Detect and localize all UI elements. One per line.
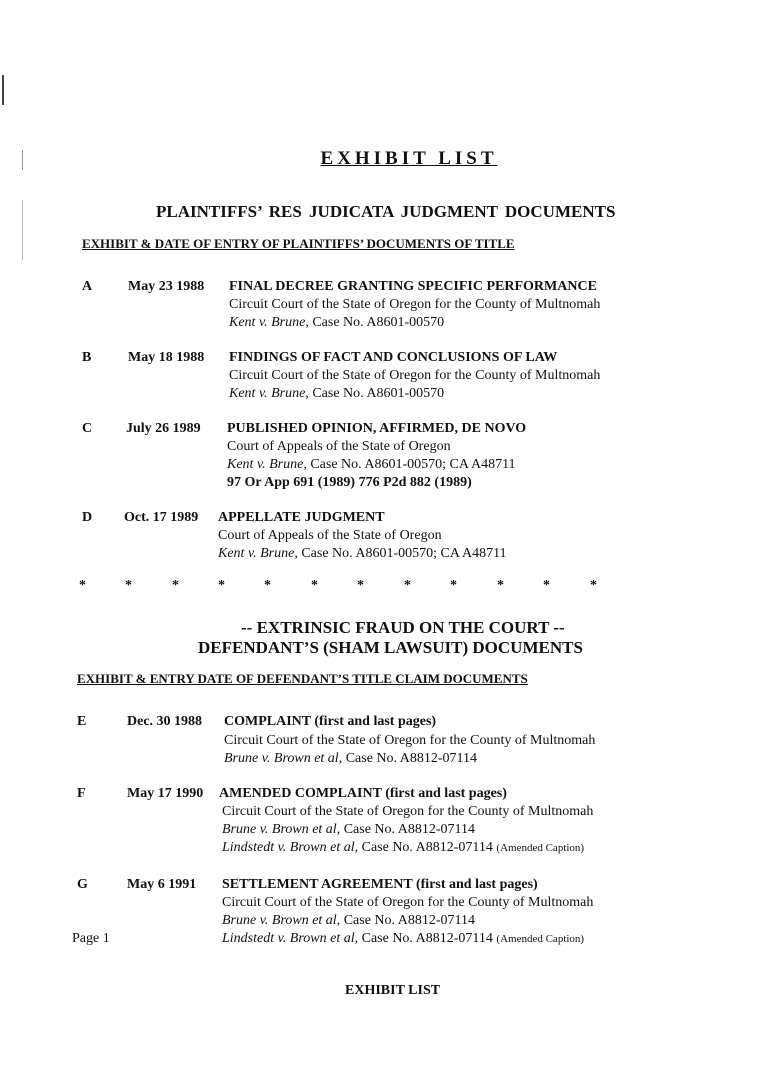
- exhibit-court: Circuit Court of the State of Oregon for the County of Multnomah: [222, 895, 594, 910]
- exhibit-citation: 97 Or App 691 (1989) 776 P2d 882 (1989): [227, 475, 472, 490]
- exhibit-court: Court of Appeals of the State of Oregon: [218, 528, 442, 543]
- exhibit-date: May 17 1990: [127, 786, 204, 801]
- case-name: Kent v. Brune: [218, 546, 295, 561]
- footer-running-title: EXHIBIT LIST: [345, 983, 441, 998]
- exhibit-title: PUBLISHED OPINION, AFFIRMED, DE NOVO: [227, 421, 527, 436]
- exhibit-title: AMENDED COMPLAINT (first and last pages): [219, 786, 507, 801]
- case-number: , Case No. A8812-07114: [338, 751, 478, 766]
- exhibit-letter: D: [82, 510, 93, 525]
- case-number: , Case No. A8601-00570; CA A48711: [303, 457, 516, 472]
- exhibit-date: May 6 1991: [127, 877, 197, 892]
- case-name: Brune v. Brown et al,: [222, 822, 341, 837]
- section2-heading-line1: -- EXTRINSIC FRAUD ON THE COURT --: [241, 618, 565, 637]
- case-name: Brune v. Brown et al: [224, 751, 339, 766]
- exhibit-court: Circuit Court of the State of Oregon for the County of Multnomah: [229, 297, 601, 312]
- case-name: Kent v. Brune: [229, 315, 306, 330]
- case-name: Lindstedt v. Brown et al: [222, 840, 355, 855]
- exhibit-date: Dec. 30 1988: [127, 714, 203, 729]
- separator-star: *: [450, 578, 457, 593]
- exhibit-date: May 18 1988: [128, 350, 205, 365]
- exhibit-case: [224, 751, 477, 767]
- section2-subheading: EXHIBIT & ENTRY DATE OF DEFENDANT’S TITLE CLAIM DOCUMENTS: [77, 671, 528, 686]
- page-number: Page 1: [72, 931, 110, 946]
- exhibit-letter: F: [77, 786, 86, 801]
- case-name: Kent v. Brune: [229, 386, 306, 401]
- separator-star: *: [543, 578, 550, 593]
- exhibit-title: FINDINGS OF FACT AND CONCLUSIONS OF LAW: [229, 350, 558, 365]
- exhibit-alt-case: [222, 931, 584, 947]
- exhibit-court: Court of Appeals of the State of Oregon: [227, 439, 451, 454]
- case-name: Brune v. Brown et al,: [222, 913, 341, 928]
- separator-star: *: [264, 578, 271, 593]
- exhibit-title: COMPLAINT (first and last pages): [224, 714, 437, 729]
- exhibit-case: [229, 386, 444, 402]
- separator-star: *: [79, 578, 86, 593]
- exhibit-case: [227, 457, 516, 473]
- exhibit-court: Circuit Court of the State of Oregon for the County of Multnomah: [222, 804, 594, 819]
- case-name: Kent v. Brune: [227, 457, 304, 472]
- separator-star: *: [404, 578, 411, 593]
- case-name: Lindstedt v. Brown et al: [222, 931, 355, 946]
- case-number: Case No. A8812-07114: [340, 913, 476, 928]
- exhibit-alt-case: [222, 840, 584, 856]
- amended-caption-note: (Amended Caption): [496, 842, 585, 854]
- exhibit-case: [229, 315, 444, 331]
- case-number: , Case No. A8601-00570: [305, 315, 445, 330]
- exhibit-date: July 26 1989: [126, 421, 201, 436]
- exhibit-letter: C: [82, 421, 93, 436]
- separator-star: *: [218, 578, 225, 593]
- case-number: , Case No. A8812-07114: [354, 931, 497, 946]
- case-number: , Case No. A8601-00570; CA A48711: [294, 546, 507, 561]
- separator-star: *: [125, 578, 132, 593]
- exhibit-court: Circuit Court of the State of Oregon for the County of Multnomah: [229, 368, 601, 383]
- document-title: EXHIBIT LIST: [320, 148, 498, 169]
- case-number: , Case No. A8601-00570: [305, 386, 445, 401]
- separator-star: *: [311, 578, 318, 593]
- exhibit-title: FINAL DECREE GRANTING SPECIFIC PERFORMANCE: [229, 279, 597, 294]
- exhibit-letter: G: [77, 877, 88, 892]
- exhibit-case: [222, 822, 475, 838]
- exhibit-title: SETTLEMENT AGREEMENT (first and last pages): [222, 877, 538, 892]
- scan-mark: [22, 200, 23, 260]
- exhibit-title: APPELLATE JUDGMENT: [218, 510, 385, 525]
- separator-star: *: [590, 578, 597, 593]
- amended-caption-note: (Amended Caption): [496, 933, 585, 945]
- exhibit-letter: B: [82, 350, 92, 365]
- case-number: , Case No. A8812-07114: [354, 840, 497, 855]
- exhibit-case: [218, 546, 507, 562]
- separator-star: *: [172, 578, 179, 593]
- exhibit-court: Circuit Court of the State of Oregon for the County of Multnomah: [224, 733, 596, 748]
- exhibit-letter: E: [77, 714, 87, 729]
- exhibit-letter: A: [82, 279, 93, 294]
- exhibit-date: May 23 1988: [128, 279, 205, 294]
- exhibit-date: Oct. 17 1989: [124, 510, 199, 525]
- exhibit-case: [222, 913, 475, 929]
- scan-mark: [2, 75, 4, 105]
- section1-subheading: EXHIBIT & DATE OF ENTRY OF PLAINTIFFS’ DOCUMENTS OF TITLE: [82, 236, 515, 251]
- separator-star: *: [357, 578, 364, 593]
- section2-heading-line2: DEFENDANT’S (SHAM LAWSUIT) DOCUMENTS: [198, 638, 583, 657]
- case-number: Case No. A8812-07114: [340, 822, 476, 837]
- section1-heading: PLAINTIFFS’ RES JUDICATA JUDGMENT DOCUMENTS: [156, 202, 616, 221]
- separator-star: *: [497, 578, 504, 593]
